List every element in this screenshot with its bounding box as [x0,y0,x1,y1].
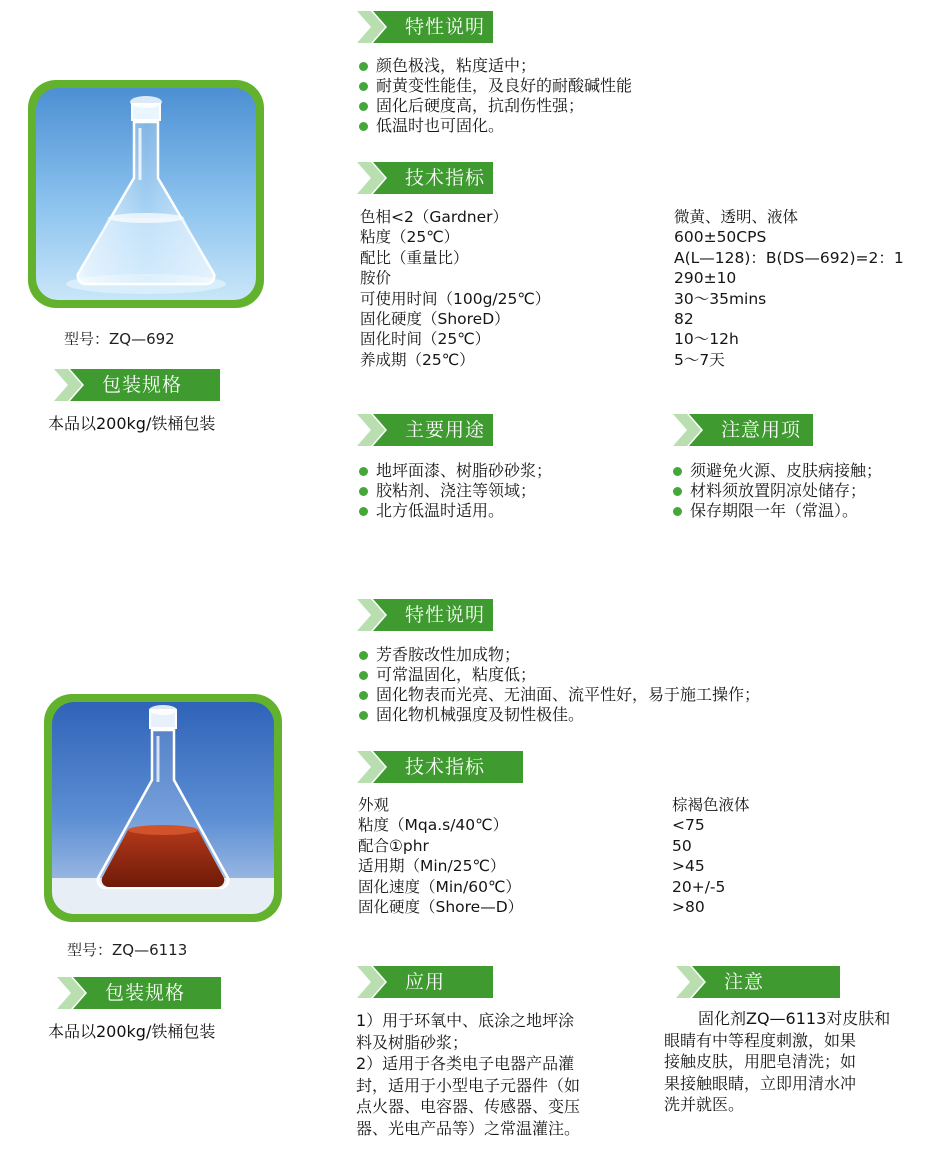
packaging-text: 本品以200kg/铁桶包装 [48,1022,216,1041]
product-photo-amber-flask [44,694,282,922]
chevron-arrow-icon [673,414,713,446]
spec-value: 50 [672,836,692,855]
packaging-text: 本品以200kg/铁桶包装 [48,414,216,433]
spec-value: 20+/-5 [672,877,726,896]
spec-key: 外观 [358,796,390,814]
application-header [357,966,493,998]
uses-list [358,461,552,521]
chevron-arrow-icon [357,751,397,783]
uses-header [357,414,493,446]
product-photo-clear-flask [28,80,264,308]
features-header [357,599,493,631]
spec-key: 固化硬度（ShoreD） [360,310,510,329]
spec-value: 棕褐色液体 [672,796,750,814]
application-header-text: 应用 [405,971,446,993]
model-label: 型号：ZQ—692 [64,330,175,348]
list-item: 固化物机械强度及韧性极佳。 [358,705,760,725]
packaging-header-text: 包装规格 [102,374,183,396]
chevron-arrow-icon [357,599,397,631]
spec-key: 可使用时间（100g/25℃） [360,289,551,308]
notice-header [676,966,840,998]
packaging-header [57,977,221,1009]
clear-flask-icon [36,88,256,300]
spec-value: A(L—128)：B(DS—692)=2：1 [674,248,904,267]
text-line: 接触皮肤，用肥皂清洗；如 [664,1052,857,1071]
spec-value: 600±50CPS [674,228,767,247]
chevron-arrow-icon [676,966,716,998]
spec-key: 固化硬度（Shore—D） [358,898,524,917]
features-header-text: 特性说明 [405,16,486,38]
spec-key: 配比（重量比） [360,248,469,267]
cautions-list [672,461,882,521]
specs-header [357,162,493,194]
chevron-arrow-icon [54,369,94,401]
spec-row [360,289,904,309]
spec-key: 粘度（25℃） [360,228,460,247]
specs-header [357,751,523,783]
list-item: 须避免火源、皮肤病接触； [672,461,882,481]
spec-row [360,227,904,247]
text-line: 器、光电产品等）之常温灌注。 [356,1118,581,1138]
spec-row [358,897,750,917]
application-text [356,1010,580,1139]
list-item: 耐黄变性能佳，及良好的耐酸碱性能 [358,76,632,96]
list-item: 低温时也可固化。 [358,116,632,136]
features-list [358,56,632,136]
model-label: 型号：ZQ—6113 [67,941,188,959]
text-line: 封，适用于小型电子元器件（如 [356,1075,581,1095]
text-line: 果接触眼睛，立即用清水冲 [664,1073,857,1093]
chevron-arrow-icon [357,11,397,43]
spec-row [358,856,750,876]
list-item: 固化后硬度高，抗刮伤性强； [358,96,632,116]
spec-row [358,795,750,815]
text-line: 2）适用于各类电子电器产品灌 [356,1054,575,1073]
list-item: 固化物表而光亮、无油面、流平性好，易于施工操作； [358,685,760,705]
spec-value: 30～35mins [674,289,767,308]
spec-value: 5～7天 [674,350,725,369]
chevron-arrow-icon [357,414,397,446]
spec-key: 色相<2（Gardner） [360,208,509,226]
text-line: 1）用于环氧中、底涂之地坪涂 [356,1011,575,1030]
spec-row [360,350,904,370]
list-item: 胶粘剂、浇注等领域； [358,481,552,501]
chevron-arrow-icon [357,966,397,998]
list-item: 材料须放置阴凉处储存； [672,481,882,501]
features-header-text: 特性说明 [405,604,486,626]
spec-row [360,329,904,349]
spec-value: 10～12h [674,330,739,349]
cautions-header-text: 注意用项 [721,419,802,441]
list-item: 可常温固化，粘度低； [358,665,760,685]
specs-table [360,207,904,370]
uses-header-text: 主要用途 [405,419,486,441]
spec-row [358,815,750,835]
specs-header-text: 技术指标 [405,167,486,189]
spec-row [360,268,904,288]
packaging-header [54,369,220,401]
spec-key: 适用期（Min/25℃） [358,857,506,876]
spec-value: <75 [672,816,705,835]
features-header [357,11,493,43]
spec-row [360,207,904,227]
text-line: 固化剂ZQ—6113对皮肤和 [698,1009,891,1028]
spec-key: 配合①phr [358,836,429,855]
list-item: 颜色极浅，粘度适中； [358,56,632,76]
spec-value: 82 [674,310,694,329]
spec-key: 固化时间（25℃） [360,330,491,349]
spec-value: 微黄、透明、液体 [674,208,799,226]
chevron-arrow-icon [357,162,397,194]
notice-header-text: 注意 [724,971,765,993]
text-line: 料及树脂砂浆； [356,1032,469,1052]
spec-key: 养成期（25℃） [360,350,475,369]
list-item: 地坪面漆、树脂砂砂浆； [358,461,552,481]
features-list [358,645,760,725]
packaging-header-text: 包装规格 [105,982,186,1004]
spec-value: 290±10 [674,269,737,288]
amber-flask-icon [52,702,274,914]
list-item: 保存期限一年（常温）。 [672,501,882,521]
spec-key: 粘度（Mqa.s/40℃） [358,816,509,835]
specs-table [358,795,750,917]
spec-row [360,309,904,329]
spec-key: 胺价 [360,269,392,288]
chevron-arrow-icon [57,977,97,1009]
spec-key: 固化速度（Min/60℃） [358,877,521,896]
spec-row [360,248,904,268]
spec-row [358,836,750,856]
list-item: 北方低温时适用。 [358,501,552,521]
specs-header-text: 技术指标 [405,756,486,778]
spec-value: >45 [672,857,705,876]
text-line: 洗并就医。 [664,1095,745,1114]
cautions-header [673,414,813,446]
text-line: 点火器、电容器、传感器、变压 [356,1097,581,1116]
spec-value: >80 [672,898,705,917]
text-line: 眼睛有中等程度刺激，如果 [664,1030,857,1050]
list-item: 芳香胺改性加成物； [358,645,760,665]
spec-row [358,877,750,897]
notice-text [664,1008,890,1116]
